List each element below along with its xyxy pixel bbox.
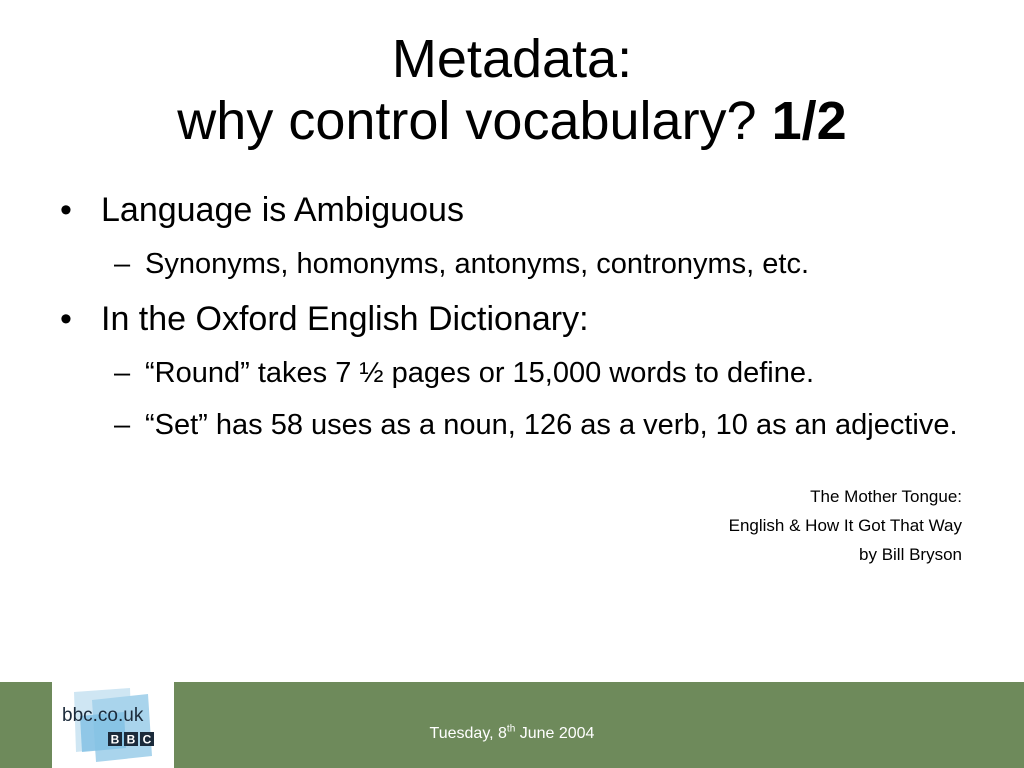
bullet-item xyxy=(60,299,980,339)
sub-bullet-text: “Set” has 58 uses as a noun, 126 as a verb, 10 as an adjective. xyxy=(145,409,958,441)
bullet-marker: • xyxy=(60,300,72,338)
sub-bullet-text: Synonyms, homonyms, antonyms, contronyms, etc. xyxy=(145,248,810,280)
slide-footer xyxy=(0,682,1024,768)
title-line-1: Metadata: xyxy=(391,29,633,89)
citation-subtitle: English & How It Got That Way xyxy=(728,516,962,535)
citation-author: by Bill Bryson xyxy=(859,545,962,564)
date-suffix: June 2004 xyxy=(515,725,595,742)
dash-marker: – xyxy=(114,357,131,389)
title-line-2-text: why control vocabulary? xyxy=(177,91,757,151)
slide-title xyxy=(0,28,1024,152)
date-prefix: Tuesday, 8 xyxy=(429,725,507,742)
logo-text: bbc.co.uk xyxy=(62,705,144,726)
dash-marker: – xyxy=(114,409,131,441)
sub-bullet-item xyxy=(114,408,980,442)
logo-block-c: C xyxy=(142,732,152,747)
bullet-text: Language is Ambiguous xyxy=(101,191,464,229)
bullet-text: In the Oxford English Dictionary: xyxy=(101,300,589,338)
logo-block-b2: B xyxy=(126,732,136,747)
dash-marker: – xyxy=(114,248,131,280)
citation xyxy=(729,482,962,569)
footer-date xyxy=(0,724,1024,744)
title-line-2 xyxy=(0,90,1024,152)
citation-title: The Mother Tongue: xyxy=(810,487,962,506)
bullet-item xyxy=(60,190,980,230)
logo-block-b1: B xyxy=(110,732,120,747)
bullet-marker: • xyxy=(60,191,72,229)
title-page-indicator: 1/2 xyxy=(771,91,847,151)
sub-bullet-text: “Round” takes 7 ½ pages or 15,000 words to define. xyxy=(145,357,815,389)
date-superscript: th xyxy=(506,723,516,735)
bullet-list xyxy=(60,190,980,460)
sub-bullet-item xyxy=(114,247,980,281)
sub-bullet-item xyxy=(114,356,980,390)
